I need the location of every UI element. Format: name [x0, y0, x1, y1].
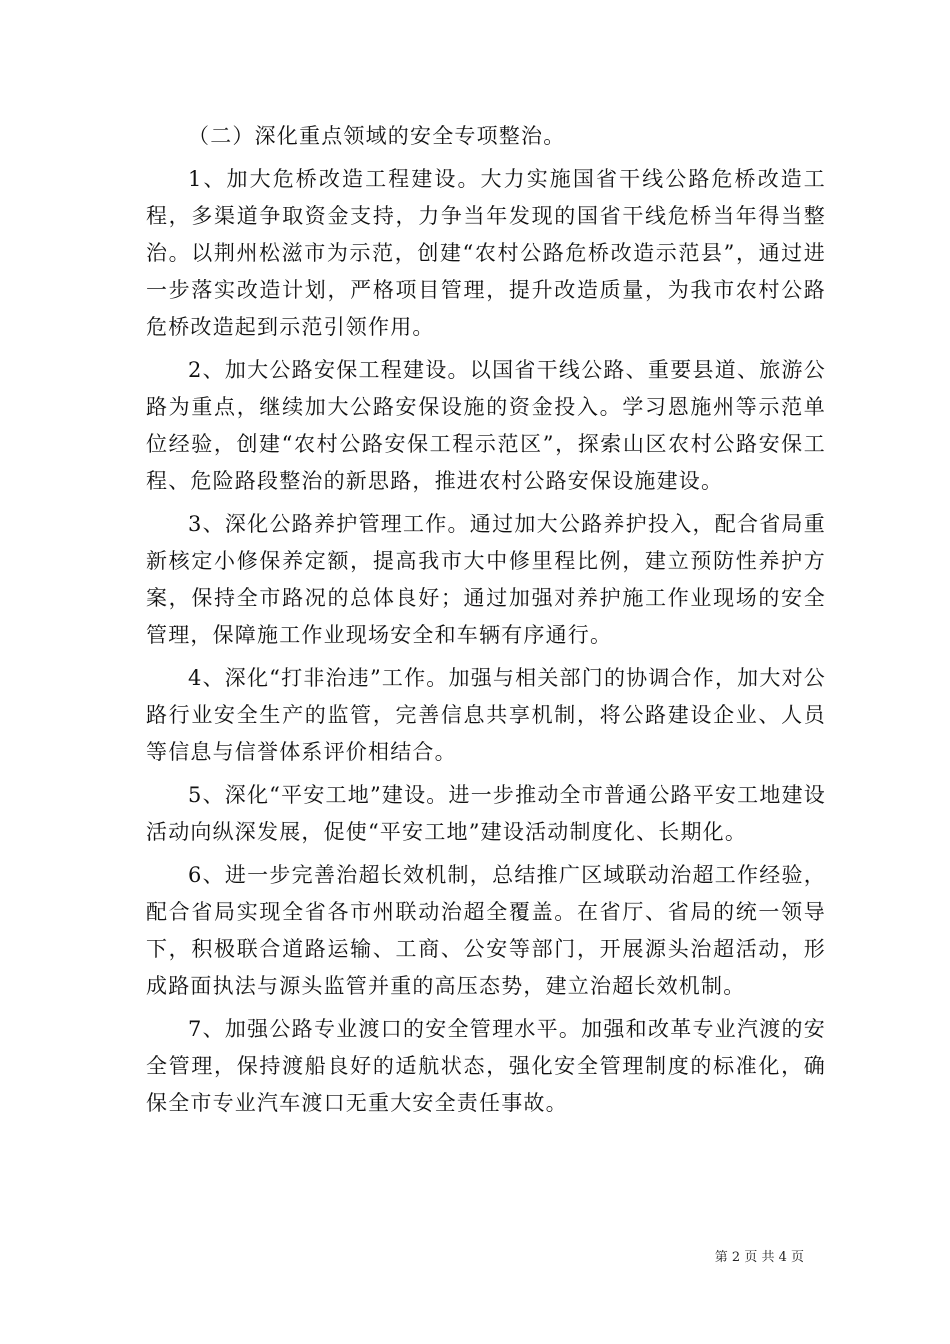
paragraph-4: 4、深化“打非治违”工作。加强与相关部门的协调合作，加大对公路行业安全生产的监管，完善信息共享机制，将公路建设企业、人员等信息与信誉体系评价相结合。 [146, 666, 826, 764]
paragraph-3: 3、深化公路养护管理工作。通过加大公路养护投入，配合省局重新核定小修保养定额，提高我市大中修里程比例，建立预防性养护方案，保持全市路况的总体良好；通过加强对养护施工作业现场的安全管理，保障施工作业现场安全和车辆有序通行。 [146, 512, 826, 647]
paragraph-6: 6、进一步完善治超长效机制，总结推广区域联动治超工作经验，配合省局实现全省各市州联动治超全覆盖。在省厅、省局的统一领导下，积极联合道路运输、工商、公安等部门，开展源头治超活动，形成路面执法与源头监管并重的高压态势，建立治超长效机制。 [146, 863, 826, 998]
page-number-footer: 第 2 页 共 4 页 [714, 1250, 804, 1265]
paragraph-7: 7、加强公路专业渡口的安全管理水平。加强和改革专业汽渡的安全管理，保持渡船良好的适航状态，强化安全管理制度的标准化，确保全市专业汽车渡口无重大安全责任事故。 [146, 1017, 826, 1115]
paragraph-5: 5、深化“平安工地”建设。进一步推动全市普通公路平安工地建设活动向纵深发展，促使“平安工地”建设活动制度化、长期化。 [146, 783, 826, 844]
paragraph-2: 2、加大公路安保工程建设。以国省干线公路、重要县道、旅游公路为重点，继续加大公路安保设施的资金投入。学习恩施州等示范单位经验，创建“农村公路安保工程示范区”，探索山区农村公路安保工程、危险路段整治的新思路，推进农村公路安保设施建设。 [146, 358, 826, 493]
document-body [146, 118, 826, 1122]
paragraph-1: 1、加大危桥改造工程建设。大力实施国省干线公路危桥改造工程，多渠道争取资金支持，力争当年发现的国省干线危桥当年得当整治。以荆州松滋市为示范，创建“农村公路危桥改造示范县”，通过进一步落实改造计划，严格项目管理，提升改造质量，为我市农村公路危桥改造起到示范引领作用。 [146, 167, 826, 339]
section-heading: （二）深化重点领域的安全专项整治。 [188, 124, 566, 148]
